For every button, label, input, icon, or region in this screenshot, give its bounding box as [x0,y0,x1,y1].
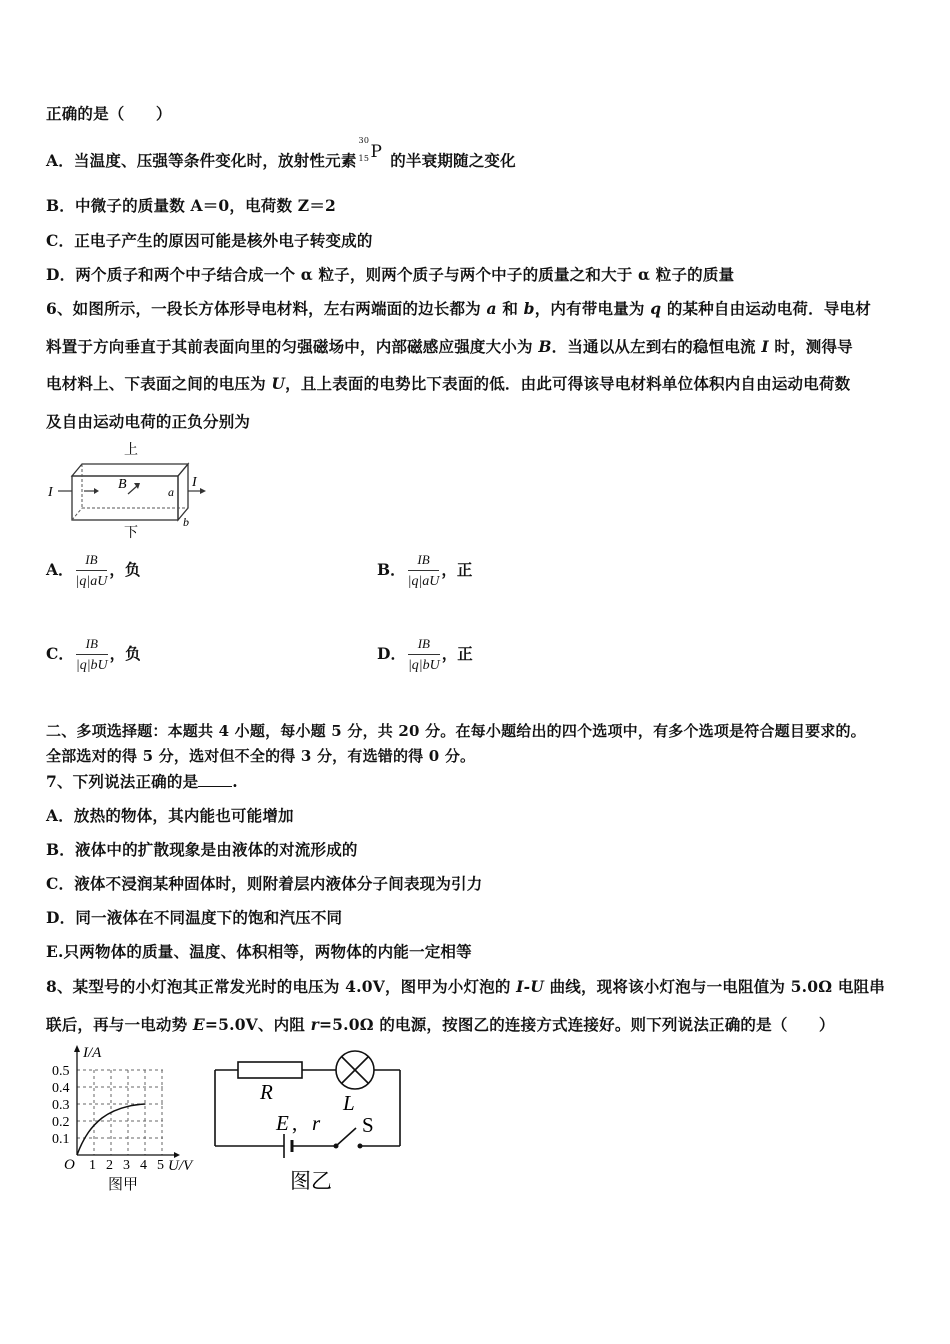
y-tick-label: 0.4 [52,1081,70,1096]
label-S: S [362,1113,374,1137]
q8-stem-line1 [46,975,885,997]
q7-stem-text: 7、下列说法正确的是 [46,772,199,791]
q6-option-c [46,636,141,674]
fig-label-bottom: 下 [124,526,138,541]
label-E: E [276,1111,289,1135]
graph-caption: 图甲 [108,1177,139,1193]
fraction [408,636,440,674]
q6-text: 6、如图所示，一段长方体形导电材料，左右两端面的边长都为 [46,299,487,318]
option-label: D． [377,644,406,663]
option-label: C． [46,644,74,663]
var-r: r [310,1015,319,1034]
x-axis-label: U/V [168,1158,193,1174]
label-R: R [260,1080,273,1104]
graph-grid [77,1070,163,1155]
fig-label-I-right: I [192,475,197,490]
x-tick-label: 3 [123,1158,130,1173]
var-E: E [192,1015,205,1034]
section2-heading-line2: 全部选对的得 5 分，选对但不全的得 3 分，有选错的得 0 分。 [46,747,476,765]
q6-text: 和 [496,299,524,318]
isotope-mass: 30 [358,136,370,145]
fraction [76,552,108,590]
q6-text: 的某种自由运动电荷．导电材 [661,299,871,318]
q8-text: 8、某型号的小灯泡其正常发光时的电压为 4.0V，图甲为小灯泡的 [46,977,517,996]
q6-stem-line4: 及自由运动电荷的正负分别为 [46,412,251,431]
var-I: I [761,337,769,356]
iu-curve-graph [46,1040,206,1200]
y-axis-label: I/A [83,1045,102,1061]
origin-label: O [64,1157,75,1173]
fraction-denominator: |q|aU [408,570,440,590]
q6-stem-line2 [46,335,853,357]
q8-text: =5.0V、内阻 [204,1015,311,1034]
switch-S [336,1128,356,1146]
fraction-numerator: IB [85,552,98,567]
current-out-head [200,488,206,494]
resistor-R [238,1062,302,1078]
isotope-charge: 15 [358,154,370,163]
fraction-denominator: |q|bU [76,654,108,674]
q8-stem-line2 [46,1013,835,1035]
q5-option-b: B．中微子的质量数 A＝0，电荷数 Z＝2 [46,196,337,215]
q7-option-b: B．液体中的扩散现象是由液体的对流形成的 [46,840,358,859]
x-tick-label: 2 [106,1158,113,1173]
x-tick-label: 1 [89,1158,96,1173]
section2-heading-line1: 二、多项选择题：本题共 4 小题，每小题 5 分，共 20 分。在每小题给出的四个选项中，有多个选项是符合题目要求的。 [46,722,866,740]
iu-curve [77,1104,145,1155]
block-right-face [178,464,188,520]
label-L: L [343,1091,355,1115]
conductor-block-figure [44,438,224,542]
q5-option-a-text-1: A．当温度、压强等条件变化时，放射性元素 [46,151,357,170]
fraction-numerator: IB [417,636,430,651]
isotope-symbol: P [370,142,383,162]
q6-option-d [377,636,473,674]
var-q: q [650,299,662,318]
y-axis-arrow [74,1045,80,1052]
fig-label-b: b [183,515,189,529]
option-label: A． [46,560,74,579]
q8-text: =5.0Ω 的电源，按图乙的连接方式连接好。则下列说法正确的是（ ） [318,1015,835,1034]
fig-label-B: B [118,477,127,492]
var-U: U [271,374,286,393]
var-IU: I-U [516,977,544,996]
option-tail: ，正 [441,644,473,663]
q5-option-a-text-2: 的半衰期随之变化 [390,151,516,170]
q6-option-a [46,552,140,590]
fraction-numerator: IB [85,636,98,651]
isotope-p30 [358,136,383,168]
answer-blank [198,774,232,787]
circuit-caption: 图乙 [290,1169,332,1193]
fig-label-I-left: I [48,485,53,500]
fig-label-a: a [168,485,174,499]
b-field-arrow [128,486,137,494]
q5-option-a [46,136,516,171]
q7-option-c: C．液体不浸润某种固体时，则附着层内液体分子间表现为引力 [46,874,483,893]
fraction [76,636,108,674]
var-b: b [523,299,535,318]
fig-label-top: 上 [124,443,138,458]
option-tail: ，正 [441,560,473,579]
q7-option-d: D．同一液体在不同温度下的饱和汽压不同 [46,908,343,927]
block-top-face [72,464,188,476]
circuit-diagram [210,1040,410,1200]
option-tail: ，负 [109,560,141,579]
q6-text: ，且上表面的电势比下表面的低．由此可得该导电材料单位体积内自由运动电荷数 [285,374,851,393]
q6-text: 料置于方向垂直于其前表面向里的匀强磁场中，内部磁感应强度大小为 [46,337,539,356]
q6-stem-line3 [46,372,850,394]
x-tick-label: 5 [157,1158,164,1173]
option-label: B． [377,560,406,579]
hidden-edge [72,508,82,520]
q6-stem-line1 [46,297,871,319]
y-tick-label: 0.3 [52,1098,70,1113]
q7-option-e: E.只两物体的质量、温度、体积相等，两物体的内能一定相等 [46,942,472,961]
y-tick-label: 0.5 [52,1064,70,1079]
label-r: r [312,1111,321,1135]
q6-text: ．当通以从左到右的稳恒电流 [551,337,762,356]
q5-option-c: C．正电子产生的原因可能是核外电子转变成的 [46,231,373,250]
q7-stem [46,770,238,792]
fraction-numerator: IB [417,552,430,567]
x-tick-label: 4 [140,1158,147,1173]
q6-option-b [377,552,472,590]
fraction-denominator: |q|aU [76,570,108,590]
var-B: B [538,337,552,356]
option-tail: ，负 [109,644,141,663]
q8-text: 联后，再与一电动势 [46,1015,193,1034]
label-comma: , [292,1111,298,1135]
q6-text: 电材料上、下表面之间的电压为 [46,374,272,393]
current-arrow-head [94,488,99,494]
var-a: a [486,299,497,318]
q5-stem-tail: 正确的是（ ） [46,104,172,123]
q6-text: 时，测得导 [768,337,853,356]
y-tick-label: 0.1 [52,1132,70,1147]
fraction [408,552,440,590]
q5-option-d: D．两个质子和两个中子结合成一个 α 粒子，则两个质子与两个中子的质量之和大于 α 粒子的质量 [46,265,735,284]
fraction-denominator: |q|bU [408,654,440,674]
q6-text: ，内有带电量为 [534,299,651,318]
q7-option-a: A．放热的物体，其内能也可能增加 [46,806,294,825]
q7-stem-end: . [232,772,238,791]
q8-text: 曲线，现将该小灯泡与一电阻值为 5.0Ω 电阻串 [543,977,885,996]
y-tick-label: 0.2 [52,1115,70,1130]
